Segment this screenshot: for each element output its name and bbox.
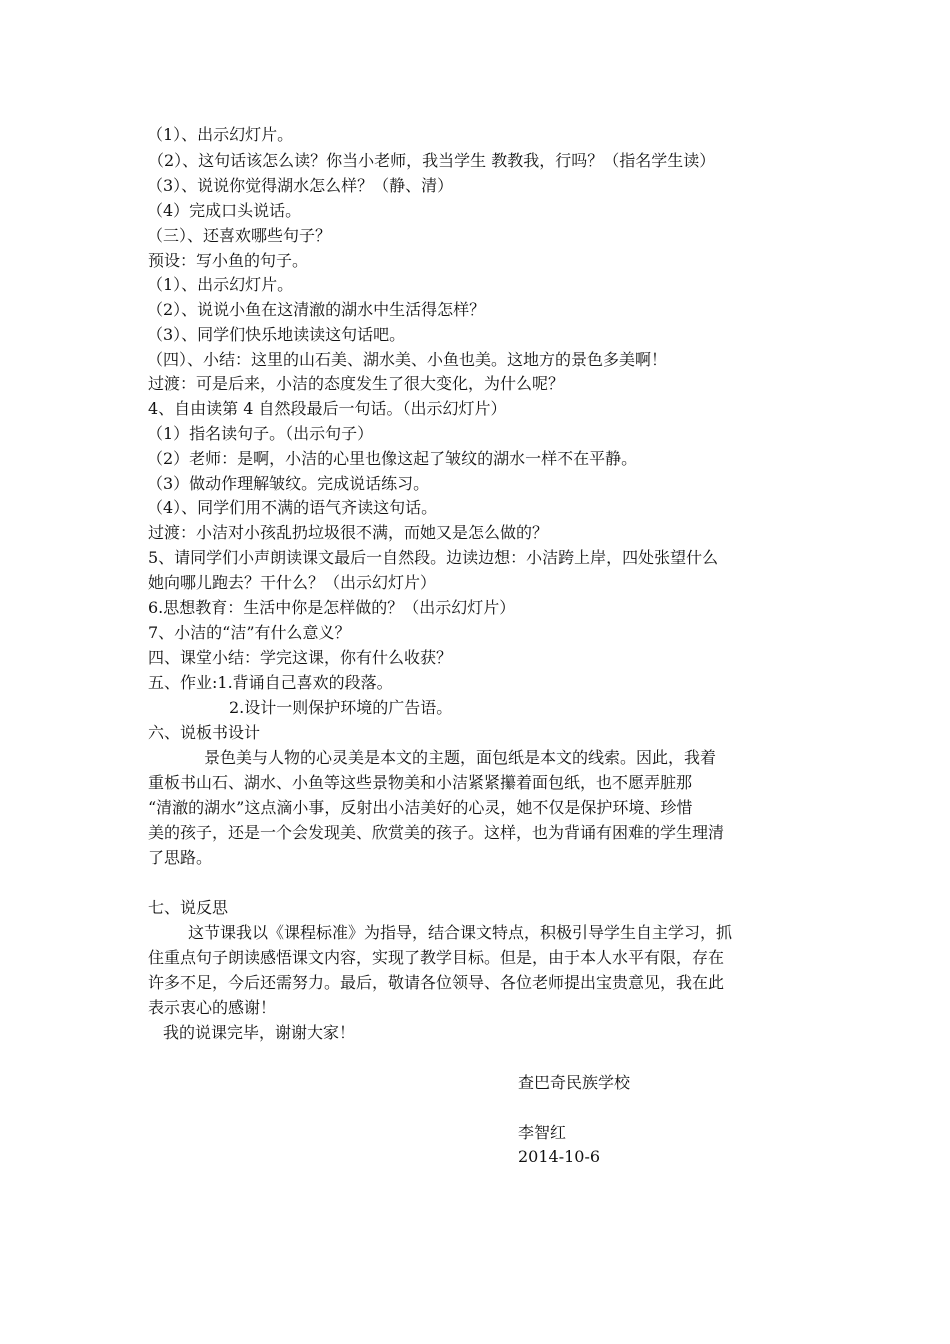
body-line: 4、自由读第 4 自然段最后一句话。（出示幻灯片） <box>148 399 507 418</box>
body-line: 2.设计一则保护环境的广告语。 <box>229 698 453 717</box>
body-line: （4）、同学们用不满的语气齐读这句话。 <box>147 498 438 517</box>
body-line: （1）、出示幻灯片。 <box>147 275 294 294</box>
body-line: 四、课堂小结：学完这课，你有什么收获？ <box>148 648 453 667</box>
body-line: （3）做动作理解皱纹。完成说话练习。 <box>147 474 430 493</box>
body-line: 景色美与人物的心灵美是本文的主题，面包纸是本文的线索。因此，我着 <box>204 748 717 767</box>
signature-school: 查巴奇民族学校 <box>518 1073 631 1092</box>
body-line: 表示衷心的感谢！ <box>148 998 277 1017</box>
body-line: （2）老师：是啊，小洁的心里也像这起了皱纹的湖水一样不在平静。 <box>147 449 638 468</box>
body-line: （1）、出示幻灯片。 <box>147 125 294 144</box>
body-line: 预设：写小鱼的句子。 <box>148 251 309 270</box>
body-line: 了思路。 <box>148 848 213 867</box>
body-line: 住重点句子朗读感悟课文内容，实现了教学目标。但是，由于本人水平有限，存在 <box>148 948 725 967</box>
body-line: （4）完成口头说话。 <box>147 201 302 220</box>
body-line: （四）、小结：这里的山石美、湖水美、小鱼也美。这地方的景色多美啊！ <box>147 350 668 369</box>
body-line: 五、作业:1.背诵自己喜欢的段落。 <box>148 673 393 692</box>
body-line: 过渡：可是后来，小洁的态度发生了很大变化，为什么呢？ <box>148 374 565 393</box>
body-line: 5、请同学们小声朗读课文最后一自然段。边读边想：小洁跨上岸，四处张望什么 <box>148 548 719 567</box>
signature-name: 李智红 <box>518 1123 567 1142</box>
body-line: （3）、同学们快乐地读读这句话吧。 <box>147 325 406 344</box>
body-line: （2）、这句话该怎么读？你当小老师，我当学生 教教我，行吗？（指名学生读） <box>148 151 716 170</box>
body-line: 我的说课完毕，谢谢大家！ <box>163 1023 356 1042</box>
body-line: （3）、说说你觉得湖水怎么样？（静、清） <box>147 176 454 195</box>
body-line: 许多不足，今后还需努力。最后，敬请各位领导、各位老师提出宝贵意见，我在此 <box>148 973 725 992</box>
body-line: 这节课我以《课程标准》为指导，结合课文特点，积极引导学生自主学习，抓 <box>188 923 733 942</box>
body-line: 美的孩子，还是一个会发现美、欣赏美的孩子。这样，也为背诵有困难的学生理清 <box>148 823 725 842</box>
body-line: （三）、还喜欢哪些句子？ <box>147 226 332 245</box>
body-line: （1）指名读句子。（出示句子） <box>147 424 374 443</box>
body-line: （2）、说说小鱼在这清澈的湖水中生活得怎样？ <box>147 300 486 319</box>
body-line: 重板书山石、湖水、小鱼等这些景物美和小洁紧紧攥着面包纸，也不愿弄脏那 <box>148 773 693 792</box>
body-line: 七、说反思 <box>148 898 229 917</box>
body-line: 六、说板书设计 <box>148 723 261 742</box>
body-line: 6.思想教育：生活中你是怎样做的？（出示幻灯片） <box>148 598 516 617</box>
body-line: 7、小洁的“洁”有什么意义？ <box>148 623 351 642</box>
signature-date: 2014-10-6 <box>518 1147 601 1166</box>
body-line: “清澈的湖水”这点滴小事，反射出小洁美好的心灵，她不仅是保护环境、珍惜 <box>148 798 693 817</box>
body-line: 她向哪儿跑去？干什么？（出示幻灯片） <box>148 573 437 592</box>
body-line: 过渡：小洁对小孩乱扔垃圾很不满，而她又是怎么做的？ <box>148 523 549 542</box>
